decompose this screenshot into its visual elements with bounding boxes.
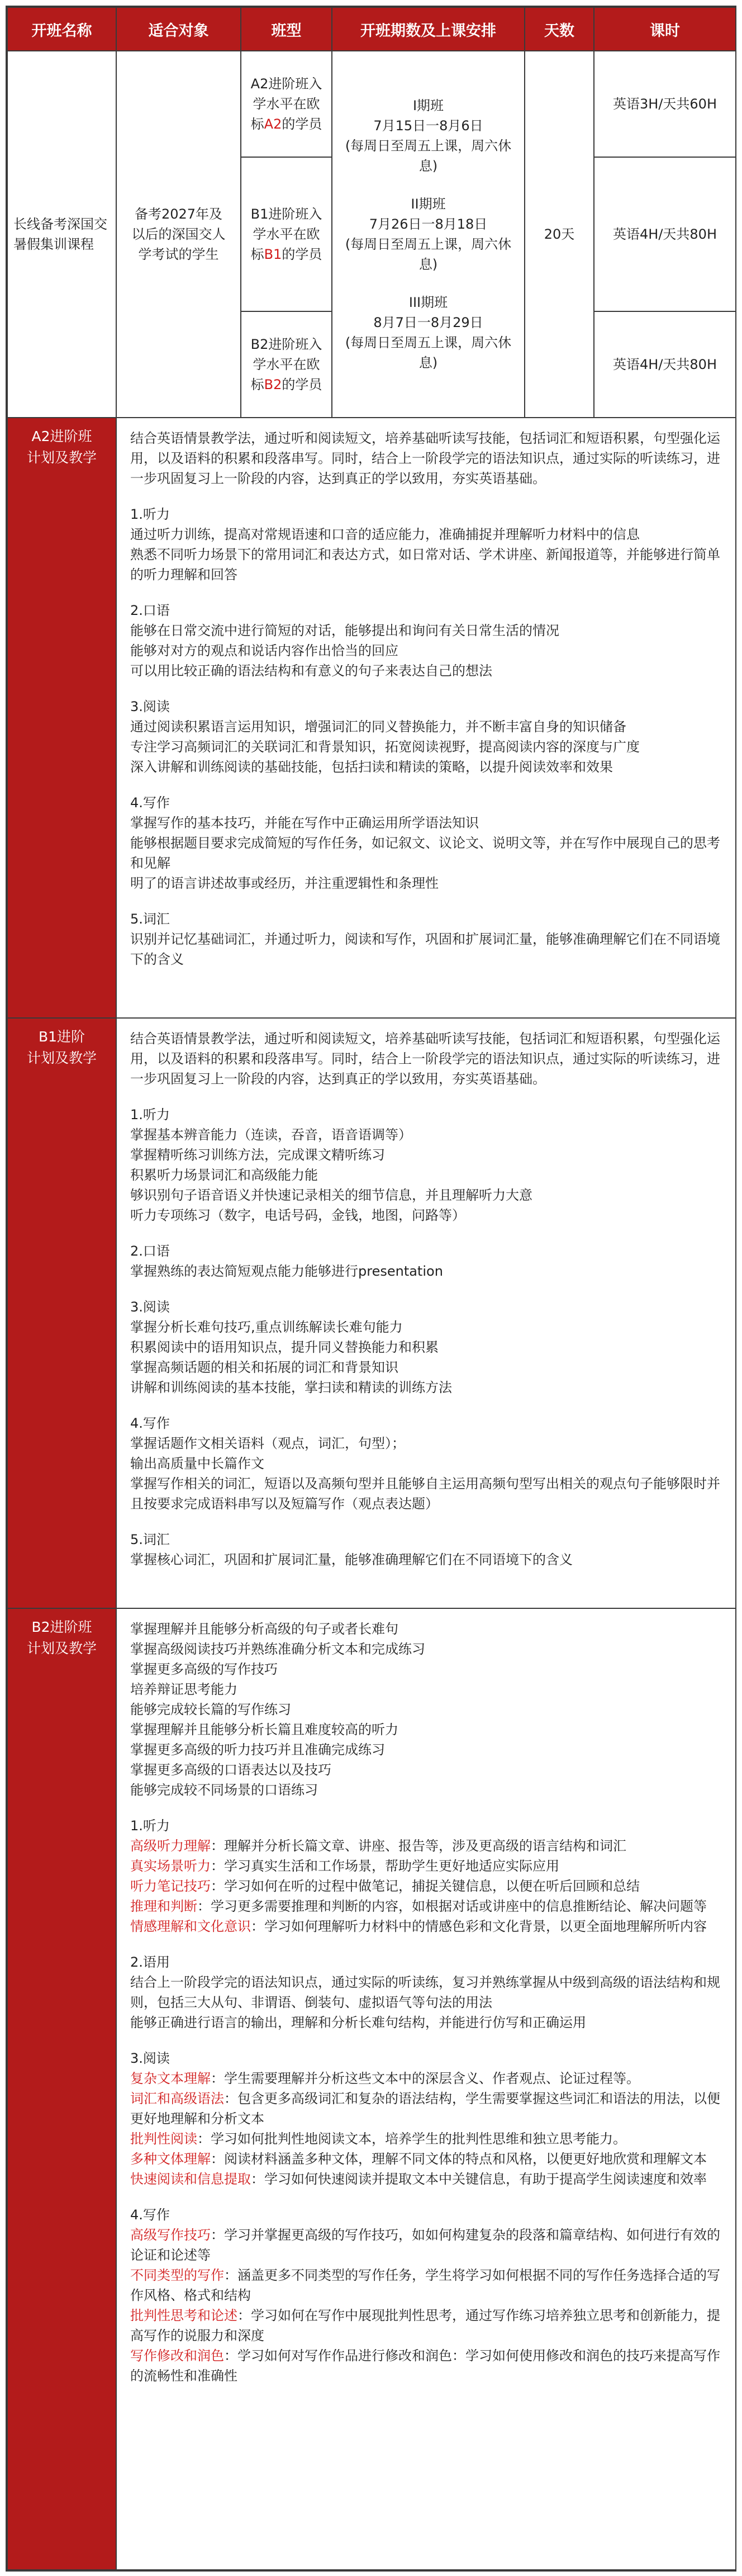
section-line: 够识别句子语音语义并快速记录相关的细节信息，并且理解听力大意 [130,1187,532,1203]
header-row [7,7,736,51]
section-title: 5.词汇 [130,1532,170,1547]
plan-row-a2 [7,418,736,1018]
section-title: 1.听力 [130,1818,170,1834]
plan-a2-label-line1: A2进阶班 [31,428,92,444]
line-text: ：学生需要理解并分析这些文本中的深层含义、作者观点、论证过程等。 [211,2071,640,2086]
plan-a2-section [130,909,722,969]
session-3-name: III期班 [408,295,448,310]
section-title: 3.阅读 [130,2051,170,2066]
header-hours: 课时 [594,7,736,51]
line-text: ：学习如何对写作作品进行修改和润色：学习如何使用修改和润色的技巧来提高写作的流畅性和准确性 [130,2348,720,2384]
section-title: 1.听力 [130,506,170,522]
header-course-name: 开班名称 [7,7,116,51]
plan-b2-section [130,1816,722,1936]
keyword: 词汇和高级语法 [130,2091,224,2106]
section-line [130,2225,722,2265]
section-line: 能够正确进行语言的输出，理解和分析长难句结构，并能进行仿写和正确运用 [130,2015,586,2030]
schedule-cell [332,51,525,418]
section-line [130,1876,722,1896]
plan-b1-label-line1: B1进阶 [38,1029,85,1045]
hours-b2: 英语4H/天共80H [594,311,736,418]
section-line [130,2169,722,2189]
section-line: 能够对对方的观点和说话内容作出恰当的回应 [130,643,398,659]
section-line: 积累听力场景词汇和高级能力能 [130,1167,318,1183]
section-title: 4.写作 [130,795,170,811]
header-days: 天数 [525,7,594,51]
section-line: 掌握写作相关的词汇，短语以及高频句型并且能够自主运用高频句型写出相关的观点句子能够限时并且按要求完成语料串写以及短篇写作（观点表达题） [130,1476,720,1512]
section-line: 专注学习高频词汇的关联词汇和背景知识，拓宽阅读视野，提高阅读内容的深度与广度 [130,739,640,755]
class-type-b2-post: 的学员 [282,377,322,392]
section-line [130,2265,722,2305]
hours-b1: 英语4H/天共80H [594,157,736,311]
section-line [130,1836,722,1856]
section-line: 结合上一阶段学完的语法知识点，通过实际的听读练，复习并熟练掌握从中级到高级的语法结构和规则，包括三大从句、非谓语、倒装句、虚拟语气等句法的用法 [130,1974,720,2010]
section-title: 2.语用 [130,1954,170,1970]
section-line [130,2149,722,2169]
plan-b2-label-line2: 计划及教学 [26,1640,97,1656]
session-3-dates: 8月7日一8月29日 [373,315,483,330]
keyword: 高级写作技巧 [130,2227,211,2243]
section-line: 识别并记忆基础词汇，并通过听力，阅读和写作，巩固和扩展词汇量，能够准确理解它们在不同语境下的含义 [130,931,720,967]
line-text: ：涵盖更多不同类型的写作任务，学生将学习如何根据不同的写作任务选择合适的写作风格、格式和结构 [130,2267,720,2303]
section-line: 积累阅读中的语用知识点，提升同义替换能力和积累 [130,1339,439,1355]
section-line [130,2305,722,2346]
session-1-dates: 7月15日一8月6日 [373,118,483,134]
section-line: 掌握写作的基本技巧，并能在写作中正确运用所学语法知识 [130,815,479,831]
plan-b1-intro: 结合英语情景教学法，通过听和阅读短文，培养基础听读写技能，包括词汇和短语积累，句型强化运用，以及语料的积累和段落串写。同时，结合上一阶段学完的语法知识点，通过实际的听读练习，进一步巩固复习上一阶段的内容，达到真正的学以致用，夯实英语基础。 [130,1031,720,1087]
plan-b2-section [130,2205,722,2386]
line-text: ：包含更多高级词汇和复杂的语法结构，学生需要掌握这些词汇和语法的用法，以便更好地理解和分析文本 [130,2091,720,2127]
plan-b1-content [116,1018,736,1608]
days-cell: 20天 [525,51,594,418]
intro-line: 掌握更多高级的写作技巧 [130,1661,278,1677]
intro-line: 掌握理解并且能够分析高级的句子或者长难句 [130,1621,398,1637]
plan-a2-label-line2: 计划及教学 [26,449,97,466]
course-table-sheet [6,6,736,2572]
class-type-b1 [241,157,332,311]
session-3 [341,292,515,373]
section-line: 掌握精听练习训练方法，完成课文精听练习 [130,1147,385,1163]
section-line: 掌握话题作文相关语料（观点，词汇，句型）； [130,1436,405,1451]
line-text: ：学习如何在听的过程中做笔记，捕捉关键信息，以便在听后回顾和总结 [211,1878,640,1894]
keyword: 高级听力理解 [130,1838,211,1854]
section-line: 掌握基本辨音能力（连读，吞音，语音语调等） [130,1127,412,1143]
plan-a2-section [130,793,722,893]
class-level-b1: B1 [264,247,282,262]
session-2-note: (每周日至周五上课，周六休息) [345,236,512,272]
line-text: ：学习如何批判性地阅读文本，培养学生的批判性思维和独立思考能力。 [197,2131,626,2147]
plan-b2-section [130,1952,722,2033]
plan-b2-label-line1: B2进阶班 [31,1619,92,1635]
section-line: 输出高质量中长篇作文 [130,1456,264,1471]
keyword: 推理和判断 [130,1898,197,1914]
keyword: 批判性阅读 [130,2131,197,2147]
class-level-a2: A2 [264,116,282,132]
plan-b2-content [116,1608,736,2570]
plan-b2-section [130,2048,722,2189]
intro-line: 掌握理解并且能够分析长篇且难度较高的听力 [130,1722,398,1737]
section-line [130,2346,722,2386]
line-text: ：学习如何快速阅读并提取文本中关键信息，有助于提高学生阅读速度和效率 [251,2171,707,2187]
plan-a2-content [116,418,736,1018]
section-line: 能够根据题目要求完成简短的写作任务，如记叙文、议论文、说明文等，并在写作中展现自己的思考和见解 [130,835,720,871]
keyword: 听力笔记技巧 [130,1878,211,1894]
plan-b2-intro [130,1619,722,1800]
session-2-dates: 7月26日一8月18日 [369,216,488,232]
plan-b1-label [7,1018,116,1608]
keyword: 快速阅读和信息提取 [130,2171,251,2187]
section-line [130,2129,722,2149]
plan-b1-section [130,1297,722,1398]
class-type-b2 [241,311,332,418]
class-type-a2 [241,51,332,157]
section-line [130,1856,722,1876]
class-type-b2-pre: B2进阶班入学水平在欧标 [250,337,322,392]
line-text: ：理解并分析长篇文章、讲座、报告等，涉及更高级的语言结构和词汇 [211,1838,626,1854]
line-text: ：学习如何理解听力材料中的情感色彩和文化背景，以更全面地理解所听内容 [251,1919,707,1934]
course-table [7,7,736,2570]
plan-a2-section [130,504,722,585]
plan-b1-label-line2: 计划及教学 [26,1050,97,1066]
header-schedule: 开班期数及上课安排 [332,7,525,51]
section-line: 讲解和训练阅读的基本技能，掌扫读和精读的训练方法 [130,1380,452,1395]
section-line: 可以用比较正确的语法结构和有意义的句子来表达自己的想法 [130,663,492,679]
session-2-name: II期班 [411,196,446,212]
section-line: 通过听力训练，提高对常规语速和口音的适应能力，准确捕捉并理解听力材料中的信息 [130,527,640,542]
intro-line: 掌握高级阅读技巧并熟练准确分析文本和完成练习 [130,1641,425,1657]
header-class-type: 班型 [241,7,332,51]
section-line [130,2089,722,2129]
line-text: ：学习真实生活和工作场景，帮助学生更好地适应实际应用 [211,1858,559,1874]
section-line: 听力专项练习（数字，电话号码，金钱，地图，问路等） [130,1208,465,1223]
keyword: 多种文体理解 [130,2151,211,2167]
section-line: 掌握高频话题的相关和拓展的词汇和背景知识 [130,1360,398,1375]
plan-row-b1 [7,1018,736,1608]
section-title: 1.听力 [130,1107,170,1123]
section-line: 明了的语言讲述故事或经历，并注重逻辑性和条理性 [130,875,439,891]
intro-line: 掌握更多高级的口语表达以及技巧 [130,1762,331,1778]
header-target: 适合对象 [116,7,241,51]
course-name-cell: 长线备考深国交暑假集训课程 [7,51,116,418]
section-line: 深入讲解和训练阅读的基础技能，包括扫读和精读的策略，以提升阅读效率和效果 [130,759,613,775]
section-line: 掌握核心词汇，巩固和扩展词汇量，能够准确理解它们在不同语境下的含义 [130,1552,573,1568]
hours-a2: 英语3H/天共60H [594,51,736,157]
line-text: ：学习更多需要推理和判断的内容，如根据对话或讲座中的信息推断结论、解决问题等 [197,1898,707,1914]
class-type-b1-post: 的学员 [282,247,322,262]
section-title: 5.词汇 [130,911,170,927]
intro-line: 能够完成较不同场景的口语练习 [130,1782,318,1798]
plan-a2-section [130,600,722,681]
keyword: 不同类型的写作 [130,2267,224,2283]
section-line: 通过阅读积累语言运用知识，增强词汇的同义替换能力，并不断丰富自身的知识储备 [130,719,626,735]
line-text: ：学习如何在写作中展现批判性思考，通过写作练习培养独立思考和创新能力，提高写作的说服力和深度 [130,2308,720,2343]
line-text: ：阅读材料涵盖多种文体，理解不同文体的特点和风格，以便更好地欣赏和理解文本 [211,2151,707,2167]
session-2 [341,194,515,274]
plan-a2-section [130,697,722,777]
section-line: 掌握熟练的表达简短观点能力能够进行presentation [130,1263,443,1279]
class-type-a2-pre: A2进阶班入学水平在欧标 [250,76,322,132]
class-type-a2-post: 的学员 [282,116,322,132]
target-cell: 备考2027年及以后的深国交人学考试的学生 [116,51,241,418]
plan-b1-section [130,1530,722,1570]
class-type-b1-pre: B1进阶班入学水平在欧标 [250,206,322,262]
section-title: 2.口语 [130,603,170,618]
session-1 [341,96,515,176]
section-line [130,2068,722,2089]
section-line: 掌握分析长难句技巧,重点训练解读长难句能力 [130,1319,403,1335]
section-line: 能够在日常交流中进行简短的对话，能够提出和询问有关日常生活的情况 [130,623,559,638]
section-line [130,1896,722,1916]
section-title: 2.口语 [130,1243,170,1259]
plan-b1-section [130,1241,722,1281]
section-title: 4.写作 [130,2207,170,2223]
session-1-note: (每周日至周五上课，周六休息) [345,138,512,174]
section-title: 3.阅读 [130,699,170,714]
plan-b2-label [7,1608,116,2570]
overview-row-a2 [7,51,736,157]
section-title: 3.阅读 [130,1299,170,1315]
plan-b1-section [130,1105,722,1225]
keyword: 真实场景听力 [130,1858,211,1874]
intro-line: 能够完成较长篇的写作练习 [130,1702,291,1717]
line-text: ：学习并掌握更高级的写作技巧，如如何构建复杂的段落和篇章结构、如何进行有效的论证和论述等 [130,2227,720,2263]
keyword: 写作修改和润色 [130,2348,224,2364]
class-level-b2: B2 [264,377,282,392]
section-line: 熟悉不同听力场景下的常用词汇和表达方式，如日常对话、学术讲座、新闻报道等，并能够进行简单的听力理解和回答 [130,547,720,583]
intro-line: 掌握更多高级的听力技巧并且准确完成练习 [130,1742,385,1758]
plan-b1-section [130,1413,722,1514]
plan-row-b2 [7,1608,736,2570]
section-title: 4.写作 [130,1415,170,1431]
session-1-name: I期班 [412,98,444,113]
keyword: 情感理解和文化意识 [130,1919,251,1934]
plan-a2-intro: 结合英语情景教学法，通过听和阅读短文，培养基础听读写技能，包括词汇和短语积累，句型强化运用，以及语料的积累和段落串写。同时，结合上一阶段学完的语法知识点，通过实际的听读练习，进一步巩固复习上一阶段的内容，达到真正的学以致用，夯实英语基础。 [130,430,720,486]
session-3-note: (每周日至周五上课，周六休息) [345,335,512,371]
plan-a2-label [7,418,116,1018]
keyword: 复杂文本理解 [130,2071,211,2086]
intro-line: 培养辩证思考能力 [130,1682,237,1697]
section-line [130,1916,722,1936]
keyword: 批判性思考和论述 [130,2308,237,2323]
